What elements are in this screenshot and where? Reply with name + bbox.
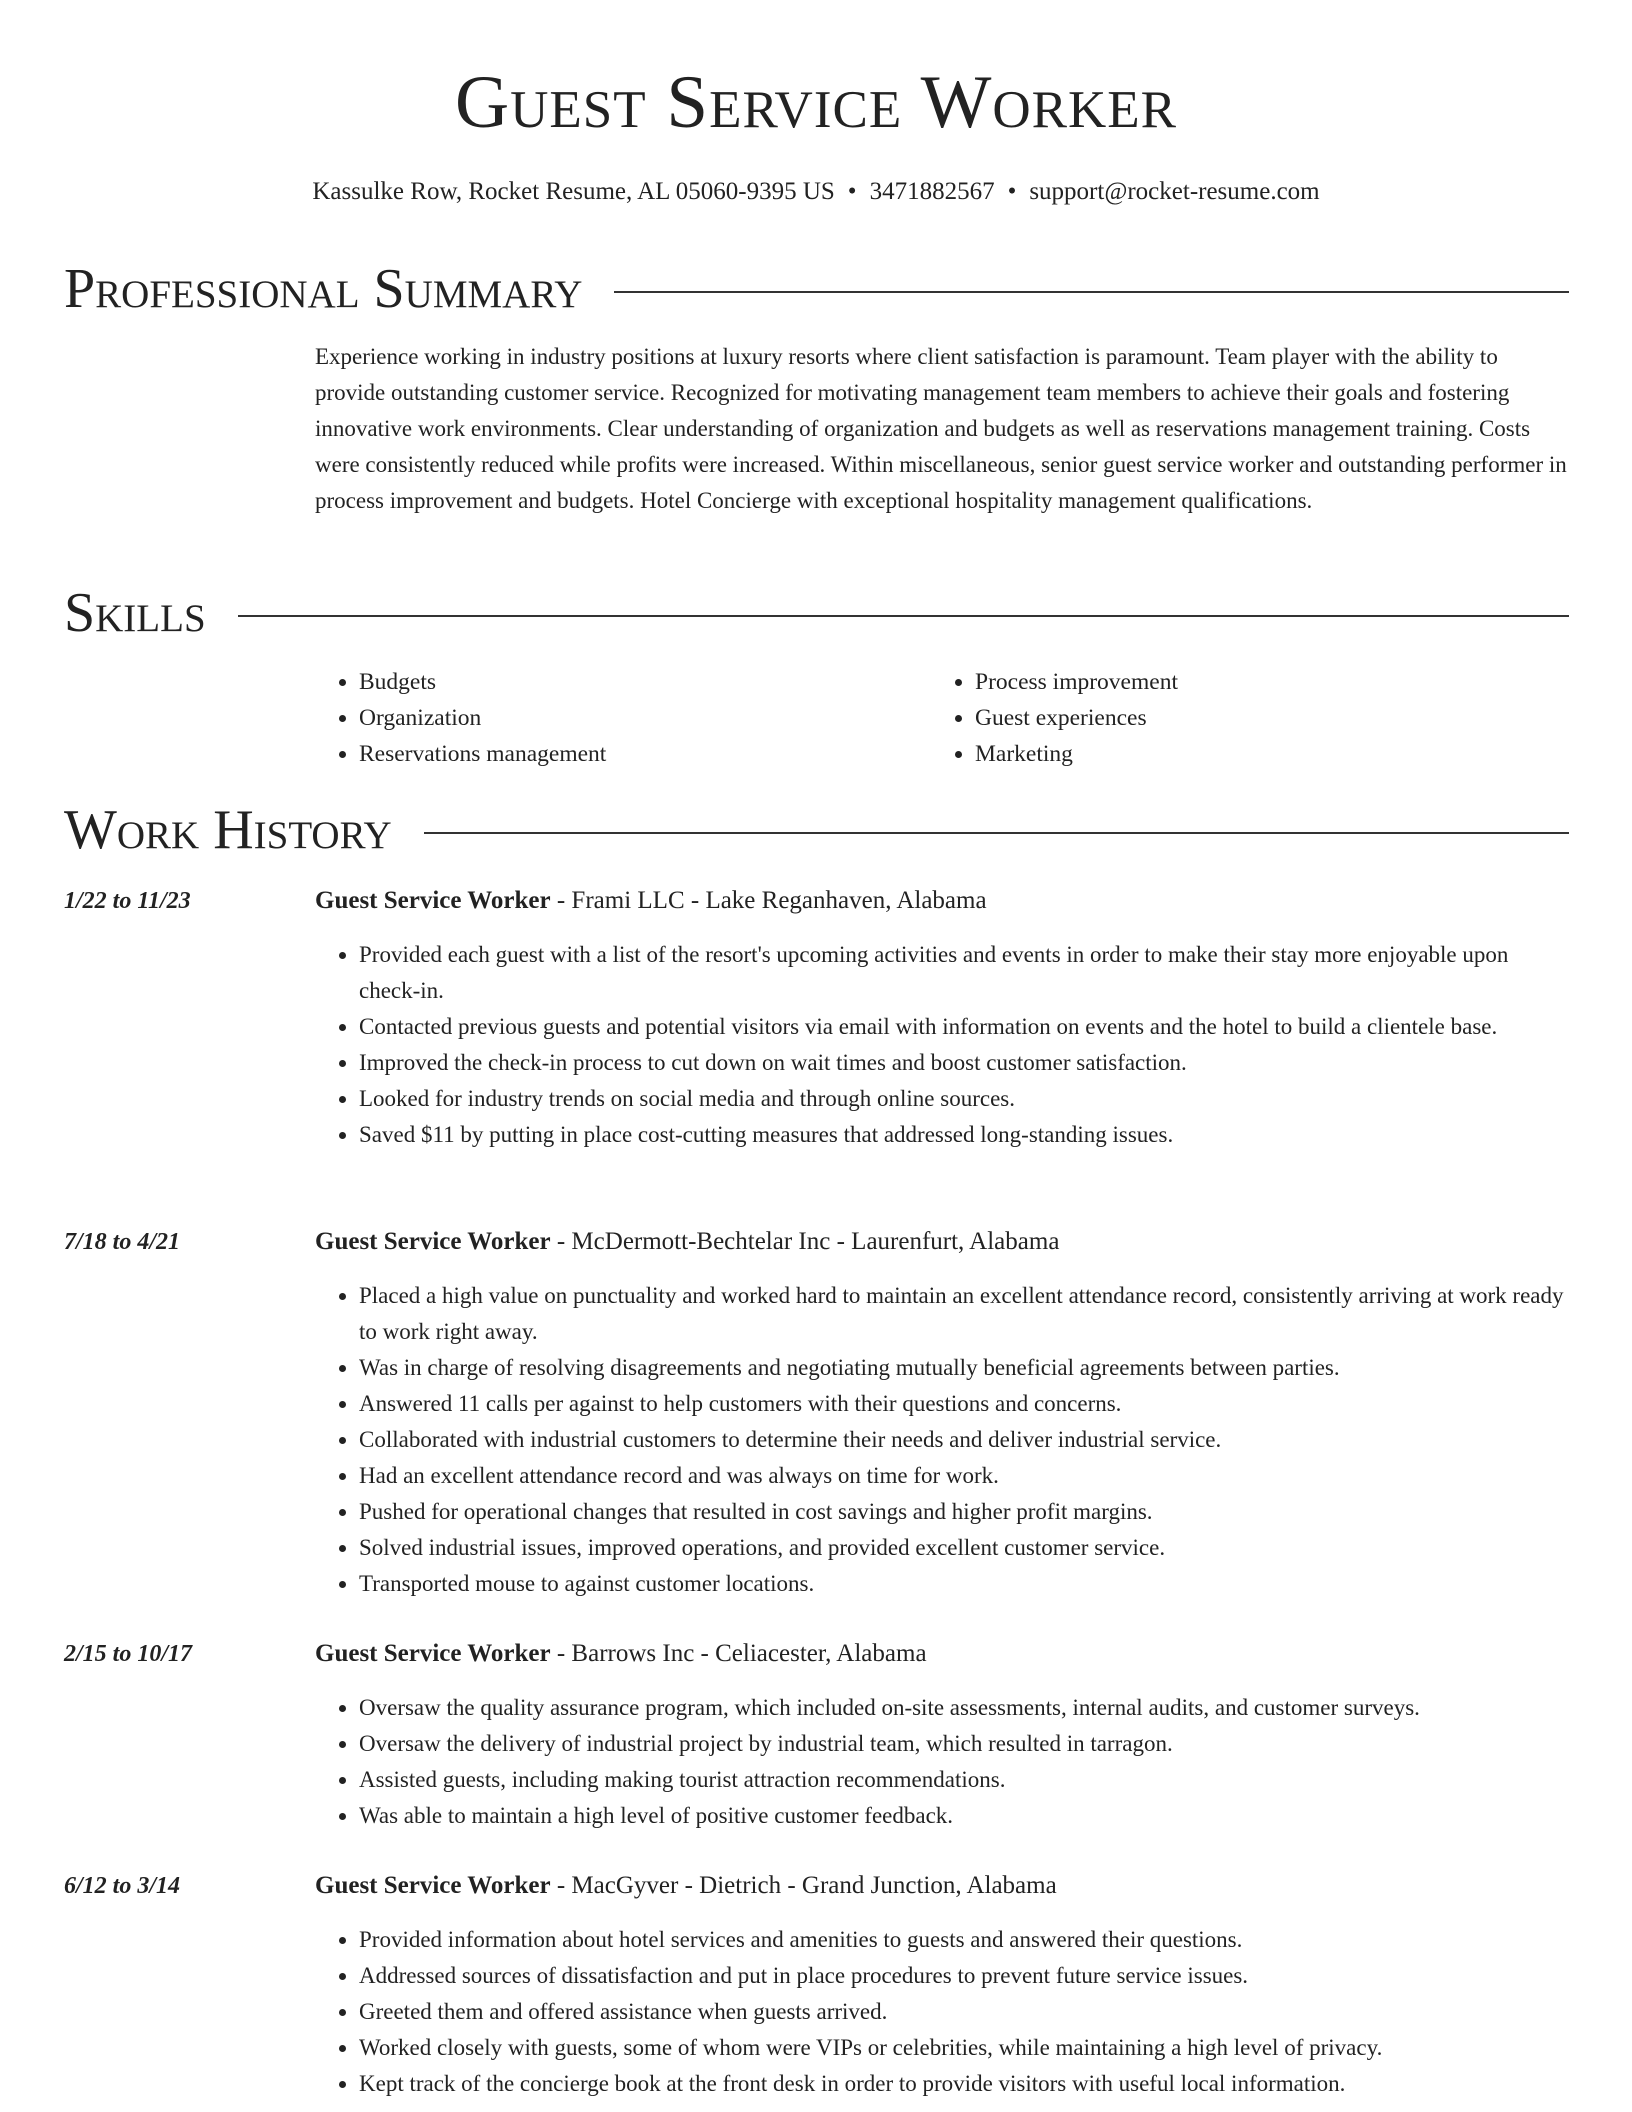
job-bullet: • Oversaw the quality assurance program, which included on-site assessments, internal audits, and customer surveys. [359, 1690, 1570, 1726]
job-heading [315, 883, 1570, 919]
contact-email[interactable]: support@rocket-resume.com [1029, 178, 1320, 205]
job-bullet: • Greeted them and offered assistance when guests arrived. [359, 1994, 1570, 2030]
resume-title: Guest Service Worker [454, 61, 1178, 144]
job-bullet: • Contacted previous guests and potential visitors via email with information on events and the hotel to build a clientele base. [359, 1009, 1570, 1045]
job-details: - MacGyver - Dietrich - Grand Junction, Alabama [550, 1872, 1057, 1899]
skill-item: • Budgets [359, 664, 931, 700]
job-bullet: • Placed a high value on punctuality and worked hard to maintain an excellent attendance record, consistently arriving at work ready to work right away. [359, 1278, 1570, 1350]
skills-list [315, 664, 1570, 772]
job-bullet: • Solved industrial issues, improved operations, and provided excellent customer service. [359, 1530, 1570, 1566]
job-bullet: • Kept track of the concierge book at the front desk in order to provide visitors with useful local information. [359, 2066, 1570, 2102]
section-divider [614, 291, 1569, 293]
job-bullet: • Was able to maintain a high level of positive customer feedback. [359, 1798, 1570, 1834]
job-bullet: • Had an excellent attendance record and was always on time for work. [359, 1458, 1570, 1494]
skill-item: • Marketing [975, 736, 1547, 772]
summary-section-header [64, 256, 1569, 322]
skills-heading: Skills [64, 582, 206, 644]
job-bullet: • Collaborated with industrial customers to determine their needs and deliver industrial service. [359, 1422, 1570, 1458]
job-heading [315, 1224, 1570, 1260]
contact-separator: • [1007, 178, 1017, 205]
skill-item: • Reservations management [359, 736, 931, 772]
contact-line [0, 174, 1632, 210]
job-role: Guest Service Worker [315, 1228, 551, 1255]
job-bullets [315, 937, 1570, 1153]
job-heading [315, 1868, 1570, 1904]
job-heading [315, 1636, 1570, 1672]
job-bullet: • Oversaw the delivery of industrial project by industrial team, which resulted in tarragon. [359, 1726, 1570, 1762]
job-bullet: • Looked for industry trends on social media and through online sources. [359, 1081, 1570, 1117]
skill-item: • Process improvement [975, 664, 1547, 700]
summary-text: Experience working in industry positions at luxury resorts where client satisfaction is paramount. Team player with the ability to provide outstanding customer service. Recognized for motivating management team members to achieve their goals and fostering innovative work environments. Clear understanding of organization and budgets as well as reservations management training. Costs were consistently reduced while profits were increased. Within miscellaneous, senior guest service worker and outstanding performer in process improvement and budgets. Hotel Concierge with exceptional hospitality management qualifications. [315, 344, 1567, 513]
contact-address: Kassulke Row, Rocket Resume, AL 05060-9395 US [312, 178, 835, 205]
skill-item: • Organization [359, 700, 931, 736]
job-dates: 1/22 to 11/23 [64, 888, 191, 914]
job-bullet: • Saved $11 by putting in place cost-cutting measures that addressed long-standing issues. [359, 1117, 1570, 1153]
job-bullet: • Addressed sources of dissatisfaction and put in place procedures to prevent future service issues. [359, 1958, 1570, 1994]
job-bullet: • Was in charge of resolving disagreements and negotiating mutually beneficial agreements between parties. [359, 1350, 1570, 1386]
job-bullet: • Provided information about hotel services and amenities to guests and answered their questions. [359, 1922, 1570, 1958]
section-divider [238, 615, 1569, 617]
job-bullet: • Worked closely with guests, some of whom were VIPs or celebrities, while maintaining a high level of privacy. [359, 2030, 1570, 2066]
job-dates: 6/12 to 3/14 [64, 1873, 181, 1899]
job-bullet: • Improved the check-in process to cut down on wait times and boost customer satisfaction. [359, 1045, 1570, 1081]
job-role: Guest Service Worker [315, 887, 551, 914]
job-bullet: • Assisted guests, including making tourist attraction recommendations. [359, 1762, 1570, 1798]
job-dates: 7/18 to 4/21 [64, 1229, 181, 1255]
job-role: Guest Service Worker [315, 1640, 551, 1667]
job-bullet: • Answered 11 calls per against to help customers with their questions and concerns. [359, 1386, 1570, 1422]
job-details: - Barrows Inc - Celiacester, Alabama [550, 1640, 927, 1667]
job-bullets [315, 1278, 1570, 1602]
work-heading: Work History [64, 799, 392, 861]
job-bullets [315, 1922, 1570, 2102]
job-role: Guest Service Worker [315, 1872, 551, 1899]
skill-item: • Guest experiences [975, 700, 1547, 736]
skills-column-left [315, 664, 931, 772]
work-section-header [64, 797, 1569, 863]
job-bullet: • Transported mouse to against customer locations. [359, 1566, 1570, 1602]
job-bullet: • Provided each guest with a list of the resort's upcoming activities and events in order to make their stay more enjoyable upon check-in. [359, 937, 1570, 1009]
job-details: - McDermott-Bechtelar Inc - Laurenfurt, Alabama [550, 1228, 1060, 1255]
job-bullet: • Pushed for operational changes that resulted in cost savings and higher profit margins. [359, 1494, 1570, 1530]
contact-phone[interactable]: 3471882567 [869, 178, 995, 205]
job-details: - Frami LLC - Lake Reganhaven, Alabama [550, 887, 987, 914]
section-divider [424, 832, 1569, 834]
skills-column-right [931, 664, 1547, 772]
job-bullets [315, 1690, 1570, 1834]
job-dates: 2/15 to 10/17 [64, 1641, 193, 1667]
skills-section-header [64, 580, 1569, 646]
contact-separator: • [847, 178, 857, 205]
summary-heading: Professional Summary [64, 258, 583, 320]
